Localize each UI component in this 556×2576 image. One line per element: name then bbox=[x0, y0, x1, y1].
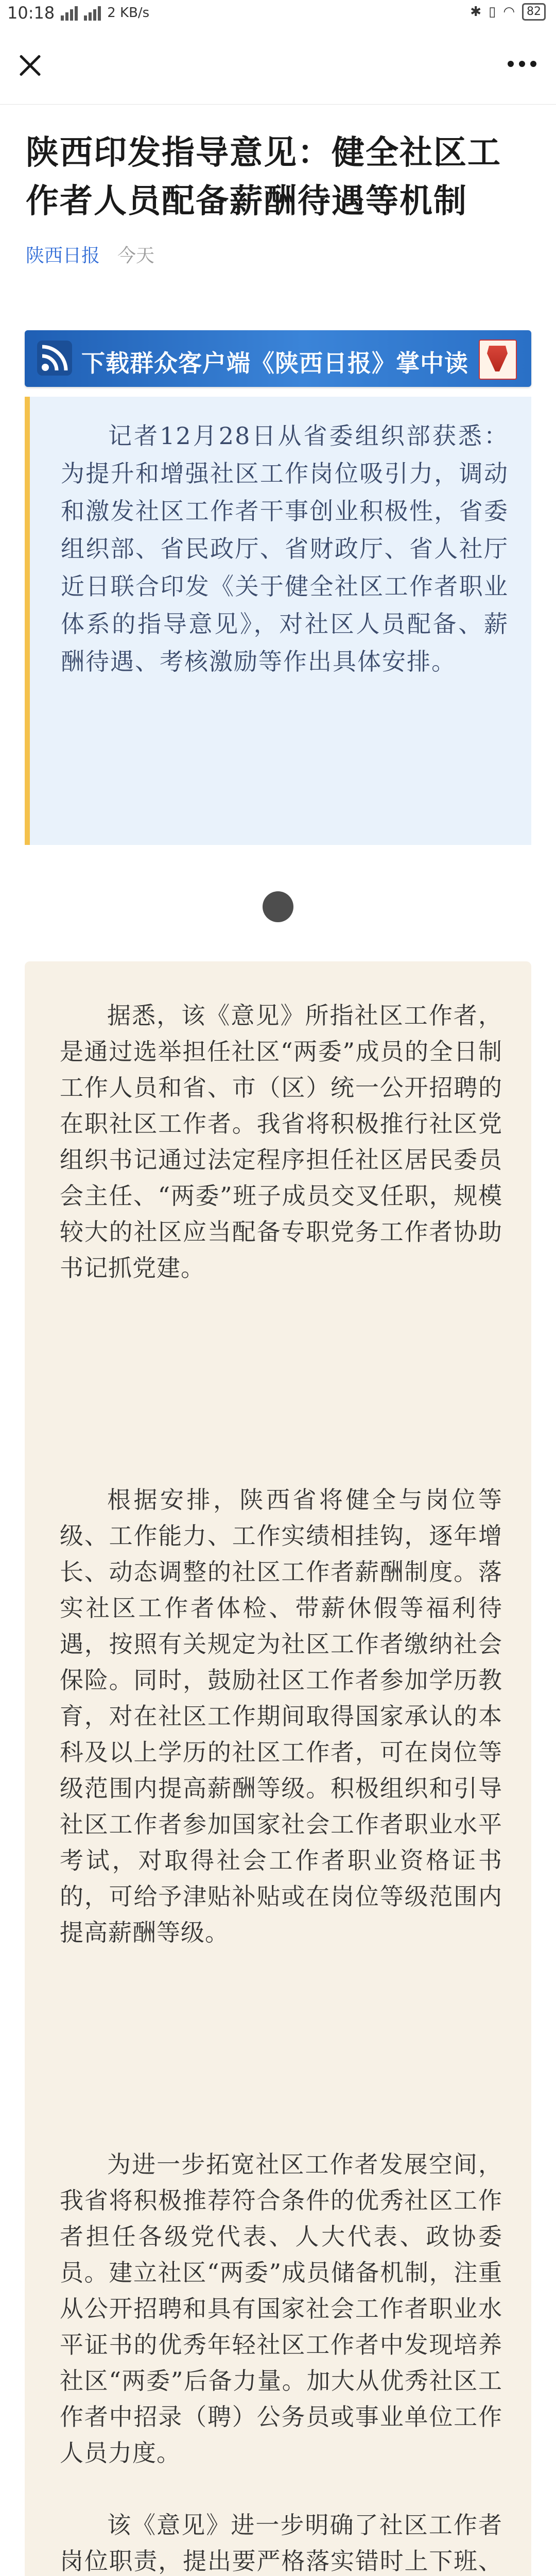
article-date: 今天 bbox=[117, 245, 155, 266]
download-app-banner[interactable] bbox=[25, 330, 531, 387]
more-icon[interactable] bbox=[508, 61, 536, 67]
summary-box bbox=[25, 397, 531, 845]
nav-bar bbox=[0, 27, 556, 105]
vibrate-icon: ▯ bbox=[489, 4, 496, 20]
paper-logo-icon bbox=[479, 340, 517, 380]
wifi-icon: ◠ bbox=[503, 4, 515, 20]
status-time: 10:18 bbox=[7, 3, 55, 23]
signal-icon-2 bbox=[84, 5, 101, 21]
paragraph-4: 该《意见》进一步明确了社区工作者岗位职责，提出要严格落实错时上下班、 bbox=[60, 2511, 502, 2575]
status-bar bbox=[0, 0, 556, 27]
summary-text: 记者12月28日从省委组织部获悉：为提升和增强社区工作岗位吸引力，调动和激发社区工作者干事创业积极性，省委组织部、省民政厅、省财政厅、省人社厅近日联合印发《关于健全社区工作者职业体系的指导意见》，对社区人员配备、薪酬待遇、考核激励等作出具体安排。 bbox=[61, 422, 509, 675]
paragraph-3: 为进一步拓宽社区工作者发展空间，我省将积极推荐符合条件的优秀社区工作者担任各级党代表、人大代表、政协委员。建立社区“两委”成员储备机制，注重从公开招聘和具有国家社会工作者职业水平证书的优秀年轻社区工作者中发现培养社区“两委”后备力量。加大从优秀社区工作者中招录（聘）公务员或事业单位工作人员力度。 bbox=[60, 2150, 502, 2467]
close-icon[interactable] bbox=[14, 49, 45, 80]
article-meta bbox=[26, 241, 154, 267]
bluetooth-icon: ✱ bbox=[470, 4, 481, 20]
network-speed: 2 KB/s bbox=[107, 5, 150, 21]
signal-icon bbox=[61, 5, 78, 21]
article-source-link[interactable]: 陕西日报 bbox=[26, 245, 100, 266]
rss-icon bbox=[37, 341, 72, 376]
section-divider-dot bbox=[263, 891, 293, 922]
article-body bbox=[25, 961, 531, 2576]
banner-text: 下载群众客户端《陕西日报》掌中读 bbox=[81, 349, 468, 377]
paragraph-1: 据悉，该《意见》所指社区工作者，是通过选举担任社区“两委”成员的全日制工作人员和省、市（区）统一公开招聘的在职社区工作者。我省将积极推行社区党组织书记通过法定程序担任社区居民委员会主任、“两委”班子成员交叉任职，规模较大的社区应当配备专职党务工作者协助书记抓党建。 bbox=[60, 1002, 502, 1282]
battery-icon: 82 bbox=[522, 3, 546, 21]
article-title: 陕西印发指导意见：健全社区工作者人员配备薪酬待遇等机制 bbox=[26, 133, 501, 221]
paragraph-2: 根据安排，陕西省将健全与岗位等级、工作能力、工作实绩相挂钩，逐年增长、动态调整的社区工作者薪酬制度。落实社区工作者体检、带薪休假等福利待遇，按照有关规定为社区工作者缴纳社会保险。同时，鼓励社区工作者参加学历教育，对在社区工作期间取得国家承认的本科及以上学历的社区工作者，可在岗位等级范围内提高薪酬等级。积极组织和引导社区工作者参加国家社会工作者职业水平考试，对取得社会工作者职业资格证书的，可给予津贴补贴或在岗位等级范围内提高薪酬等级。 bbox=[60, 1486, 502, 1946]
